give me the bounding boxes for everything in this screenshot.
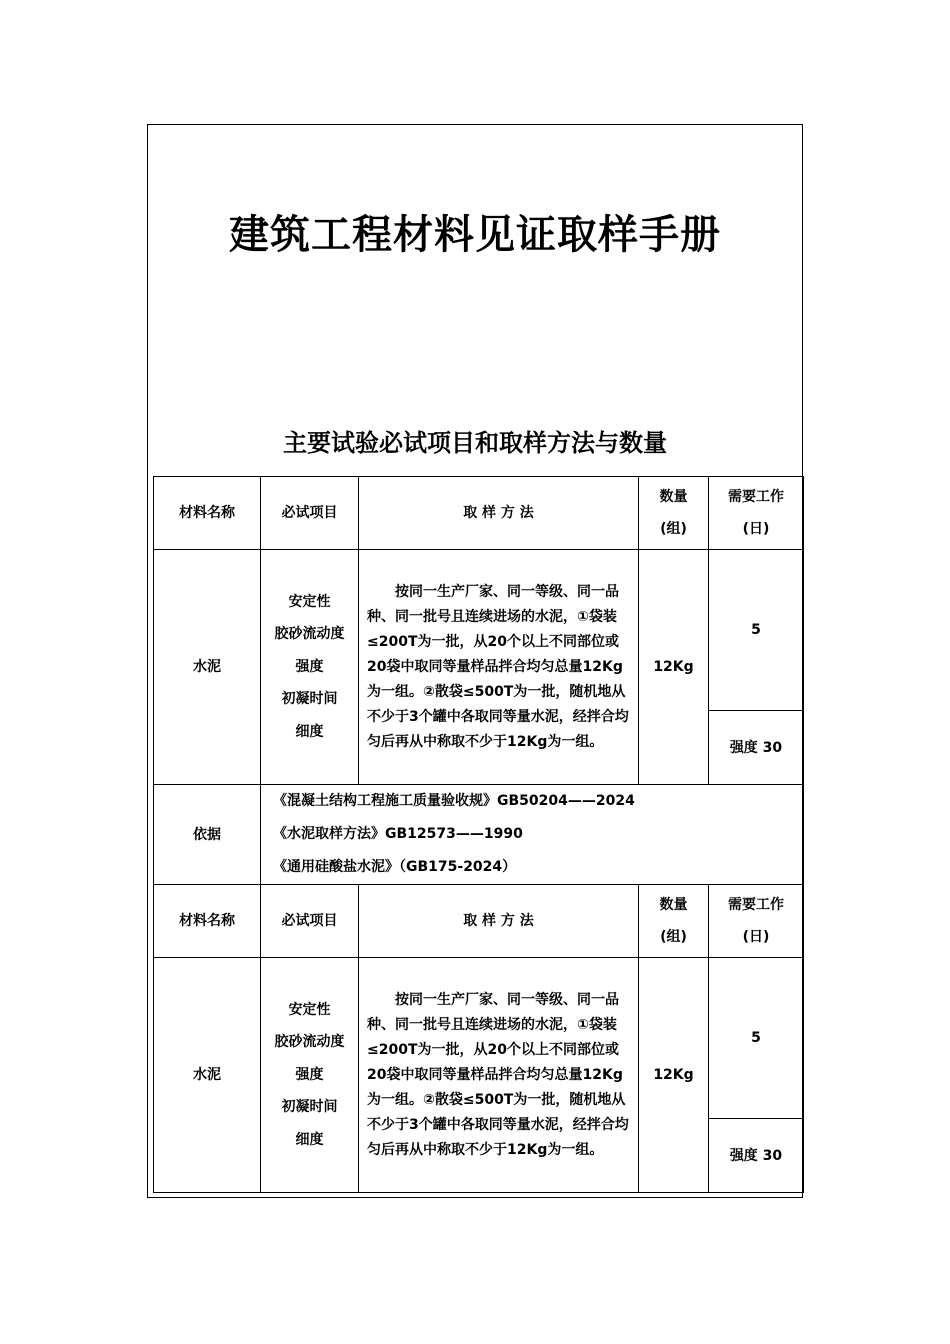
test-items: 安定性 胶砂流动度 强度 初凝时间 细度	[261, 550, 359, 785]
sample-quantity: 12Kg	[639, 550, 709, 785]
header-quantity: 数量 (组)	[639, 477, 709, 550]
header-days: 需要工作 (日)	[709, 885, 804, 958]
sampling-method: 按同一生产厂家、同一等级、同一品种、同一批号且连续进场的水泥，①袋装≤200T为一批，从20个以上不同部位或20袋中取同等量样品拌合均匀总量12Kg为一组。②散袋≤500T为一批，随机地从不少于3个罐中各取同等量水泥，经拌合均匀后再从中称取不少于12Kg为一组。	[359, 958, 639, 1193]
header-days: 需要工作 (日)	[709, 477, 804, 550]
test-items: 安定性 胶砂流动度 强度 初凝时间 细度	[261, 958, 359, 1193]
header-method: 取 样 方 法	[359, 477, 639, 550]
work-days: 5	[709, 958, 804, 1119]
table-header-row	[154, 885, 804, 958]
header-tests: 必试项目	[261, 885, 359, 958]
material-name: 水泥	[154, 550, 261, 785]
header-method: 取 样 方 法	[359, 885, 639, 958]
table-header-row	[154, 477, 804, 550]
basis-standard: 《混凝土结构工程施工质量验收规》GB50204——2024	[273, 793, 635, 809]
table-row	[154, 550, 804, 711]
table-title: 主要试验必试项目和取样方法与数量	[283, 429, 667, 457]
basis-row	[154, 785, 804, 885]
work-days: 5	[709, 550, 804, 711]
header-material: 材料名称	[154, 885, 261, 958]
work-days-strength: 强度 30	[709, 1119, 804, 1193]
basis-standards	[261, 785, 804, 885]
work-days-strength: 强度 30	[709, 711, 804, 785]
header-quantity: 数量 (组)	[639, 885, 709, 958]
sample-quantity: 12Kg	[639, 958, 709, 1193]
sampling-method: 按同一生产厂家、同一等级、同一品种、同一批号且连续进场的水泥，①袋装≤200T为一批，从20个以上不同部位或20袋中取同等量样品拌合均匀总量12Kg为一组。②散袋≤500T为一批，随机地从不少于3个罐中各取同等量水泥，经拌合均匀后再从中称取不少于12Kg为一组。	[359, 550, 639, 785]
header-material: 材料名称	[154, 477, 261, 550]
sampling-table	[153, 476, 804, 1193]
header-tests: 必试项目	[261, 477, 359, 550]
basis-standard: 《水泥取样方法》GB12573——1990	[273, 826, 523, 842]
basis-standard: 《通用硅酸盐水泥》（GB175-2024）	[273, 859, 517, 875]
table-row	[154, 958, 804, 1119]
document-title: 建筑工程材料见证取样手册	[229, 212, 721, 258]
material-name: 水泥	[154, 958, 261, 1193]
basis-label: 依据	[154, 785, 261, 885]
